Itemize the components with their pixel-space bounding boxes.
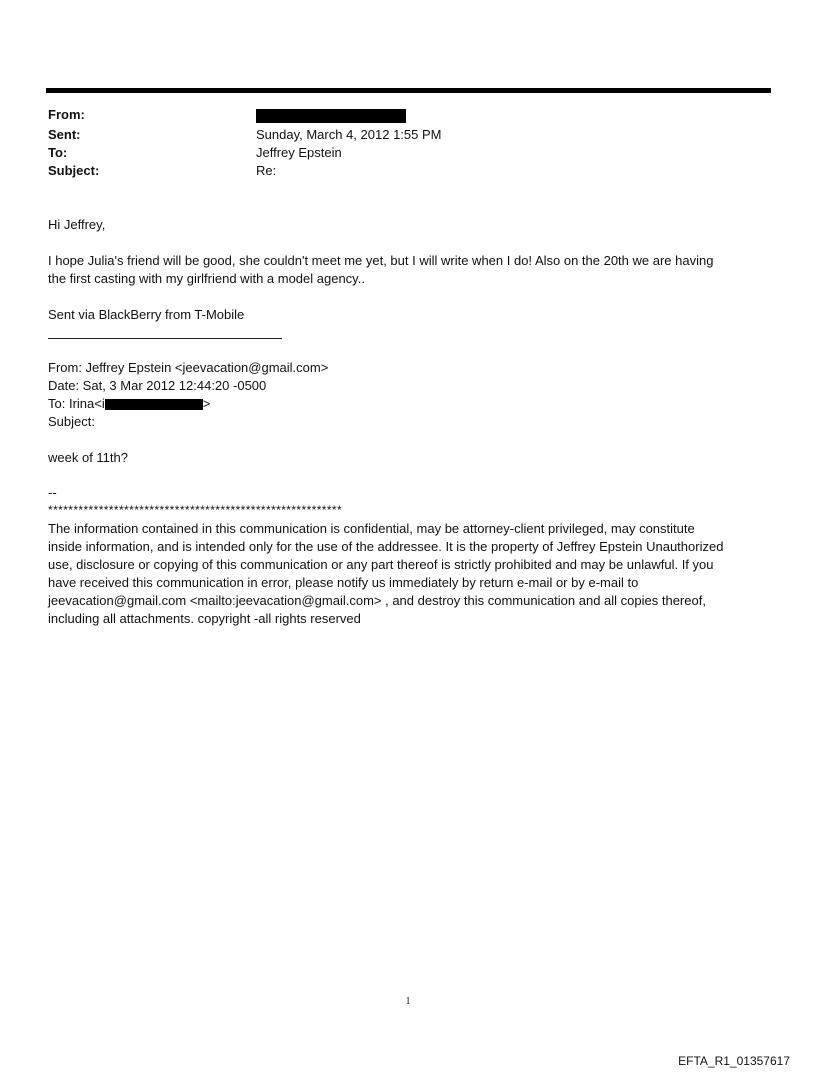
signature: Sent via BlackBerry from T-Mobile xyxy=(48,307,245,322)
quoted-date: Date: Sat, 3 Mar 2012 12:44:20 -0500 xyxy=(48,378,267,393)
message-line-1: I hope Julia's friend will be good, she couldn't meet me yet, but I will write when I do! Also on the 20th we are having xyxy=(48,253,714,268)
sent-label: Sent: xyxy=(48,127,81,142)
footer-dashes: -- xyxy=(48,485,57,500)
disclaimer-line-1: The information contained in this communication is confidential, may be attorney-client privileged, may constitute xyxy=(48,521,695,536)
disclaimer-line-4: have received this communication in error, please notify us immediately by return e-mail or by e-mail to xyxy=(48,575,639,590)
subject-value: Re: xyxy=(256,163,277,178)
redaction-bar xyxy=(105,399,203,410)
bates-number: EFTA_R1_01357617 xyxy=(678,1054,790,1068)
disclaimer-line-2: inside information, and is intended only for the use of the addressee. It is the property of Jeffrey Epstein Unauthorized xyxy=(48,539,724,554)
quoted-to-prefix: To: Irina<i xyxy=(48,396,105,411)
quoted-subject: Subject: xyxy=(48,414,95,429)
to-value: Jeffrey Epstein xyxy=(256,145,342,160)
header-rule xyxy=(46,88,771,93)
message-line-2: the first casting with my girlfriend with a model agency.. xyxy=(48,271,365,286)
quoted-to xyxy=(48,395,768,413)
disclaimer-line-3: use, disclosure or copying of this communication or any part thereof is strictly prohibited and may be unlawful. If you xyxy=(48,557,714,572)
quoted-from: From: Jeffrey Epstein <jeevacation@gmail.com> xyxy=(48,360,329,375)
disclaimer-line-6: including all attachments. copyright -all rights reserved xyxy=(48,611,361,626)
sent-value: Sunday, March 4, 2012 1:55 PM xyxy=(256,127,442,142)
footer-stars: ********************************************************** xyxy=(48,503,343,517)
quoted-message: week of 11th? xyxy=(48,450,128,465)
quote-separator xyxy=(48,338,282,339)
quoted-to-suffix: > xyxy=(202,396,211,411)
subject-label: Subject: xyxy=(48,163,100,178)
to-label: To: xyxy=(48,145,68,160)
disclaimer-line-5: jeevacation@gmail.com <mailto:jeevacation@gmail.com> , and destroy this communication and all copies thereof, xyxy=(48,593,706,608)
from-value-redacted xyxy=(256,106,406,124)
greeting: Hi Jeffrey, xyxy=(48,217,106,232)
page-number: 1 xyxy=(405,996,411,1007)
redaction-bar xyxy=(256,109,406,123)
from-label: From: xyxy=(48,107,85,122)
